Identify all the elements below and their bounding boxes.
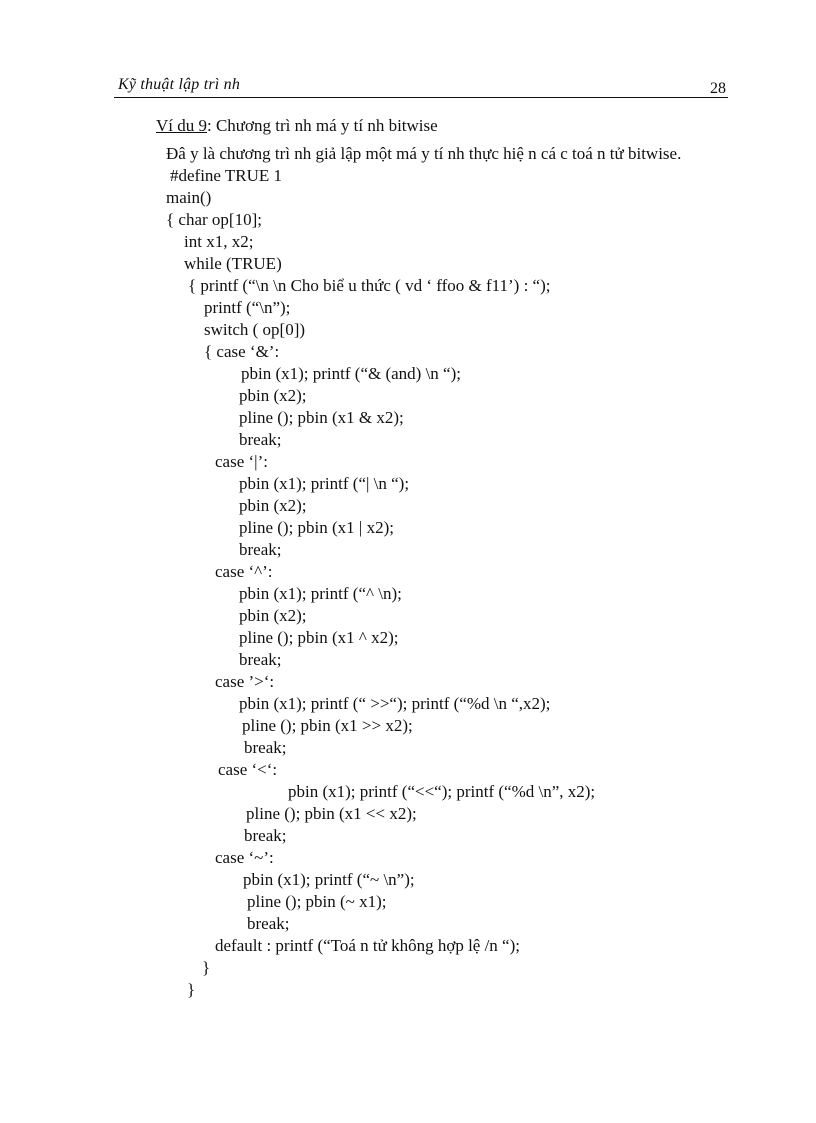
- code-line: break;: [244, 738, 287, 757]
- code-line: case ‘^’:: [215, 562, 273, 581]
- code-line: pbin (x2);: [239, 606, 307, 625]
- code-line: pline (); pbin (x1 & x2);: [239, 408, 404, 427]
- example-heading: [156, 116, 438, 136]
- code-line: { case ‘&’:: [204, 342, 280, 361]
- code-line: pline (); pbin (~ x1);: [247, 892, 387, 911]
- header-rule: [114, 97, 728, 98]
- code-line: pline (); pbin (x1 | x2);: [239, 518, 394, 537]
- code-line: pbin (x2);: [239, 386, 307, 405]
- code-line: pline (); pbin (x1 << x2);: [246, 804, 417, 823]
- code-line: break;: [239, 430, 282, 449]
- code-line: case ‘|’:: [215, 452, 268, 471]
- code-line: pbin (x1); printf (“| \n “);: [239, 474, 410, 493]
- code-line: case ’>‘:: [215, 672, 275, 691]
- code-line: case ‘~’:: [215, 848, 274, 867]
- code-line: }: [187, 980, 196, 999]
- code-line: printf (“\n”);: [204, 298, 291, 317]
- code-line: default : printf (“Toá n tử không hợp lệ /n “);: [215, 936, 520, 955]
- code-line: pbin (x1); printf (“ >>“); printf (“%d \n “,x2);: [239, 694, 551, 713]
- code-line: switch ( op[0]): [204, 320, 306, 339]
- code-line: break;: [239, 650, 282, 669]
- code-line: main(): [166, 188, 212, 207]
- running-header-title: Kỹ thuật lập trì nh: [118, 76, 241, 93]
- code-line: pbin (x1); printf (“& (and) \n “);: [241, 364, 461, 383]
- code-line: case ‘<‘:: [218, 760, 278, 779]
- code-line: { char op[10];: [166, 210, 262, 229]
- code-line: break;: [247, 914, 290, 933]
- code-line: pbin (x2);: [239, 496, 307, 515]
- code-line: break;: [239, 540, 282, 559]
- example-label: Ví du 9: [156, 116, 207, 135]
- code-line: pbin (x1); printf (“^ \n);: [239, 584, 402, 603]
- code-line: pbin (x1); printf (“<<“); printf (“%d \n”, x2);: [288, 782, 596, 801]
- code-line: { printf (“\n \n Cho biể u thức ( vd ‘ ffoo & f11’) : “);: [188, 276, 551, 295]
- code-line: #define TRUE 1: [170, 166, 283, 185]
- page-number: 28: [710, 80, 726, 97]
- code-line: }: [202, 958, 211, 977]
- example-title: : Chương trì nh má y tí nh bitwise: [207, 116, 438, 135]
- code-line: pbin (x1); printf (“~ \n”);: [243, 870, 415, 889]
- code-line: while (TRUE): [184, 254, 282, 273]
- code-line: int x1, x2;: [184, 232, 254, 251]
- code-line: pline (); pbin (x1 >> x2);: [242, 716, 413, 735]
- code-line: pline (); pbin (x1 ^ x2);: [239, 628, 399, 647]
- code-line: break;: [244, 826, 287, 845]
- intro-paragraph: Đâ y là chương trì nh giả lập một má y tí nh thực hiệ n cá c toá n tử bitwise.: [166, 144, 682, 163]
